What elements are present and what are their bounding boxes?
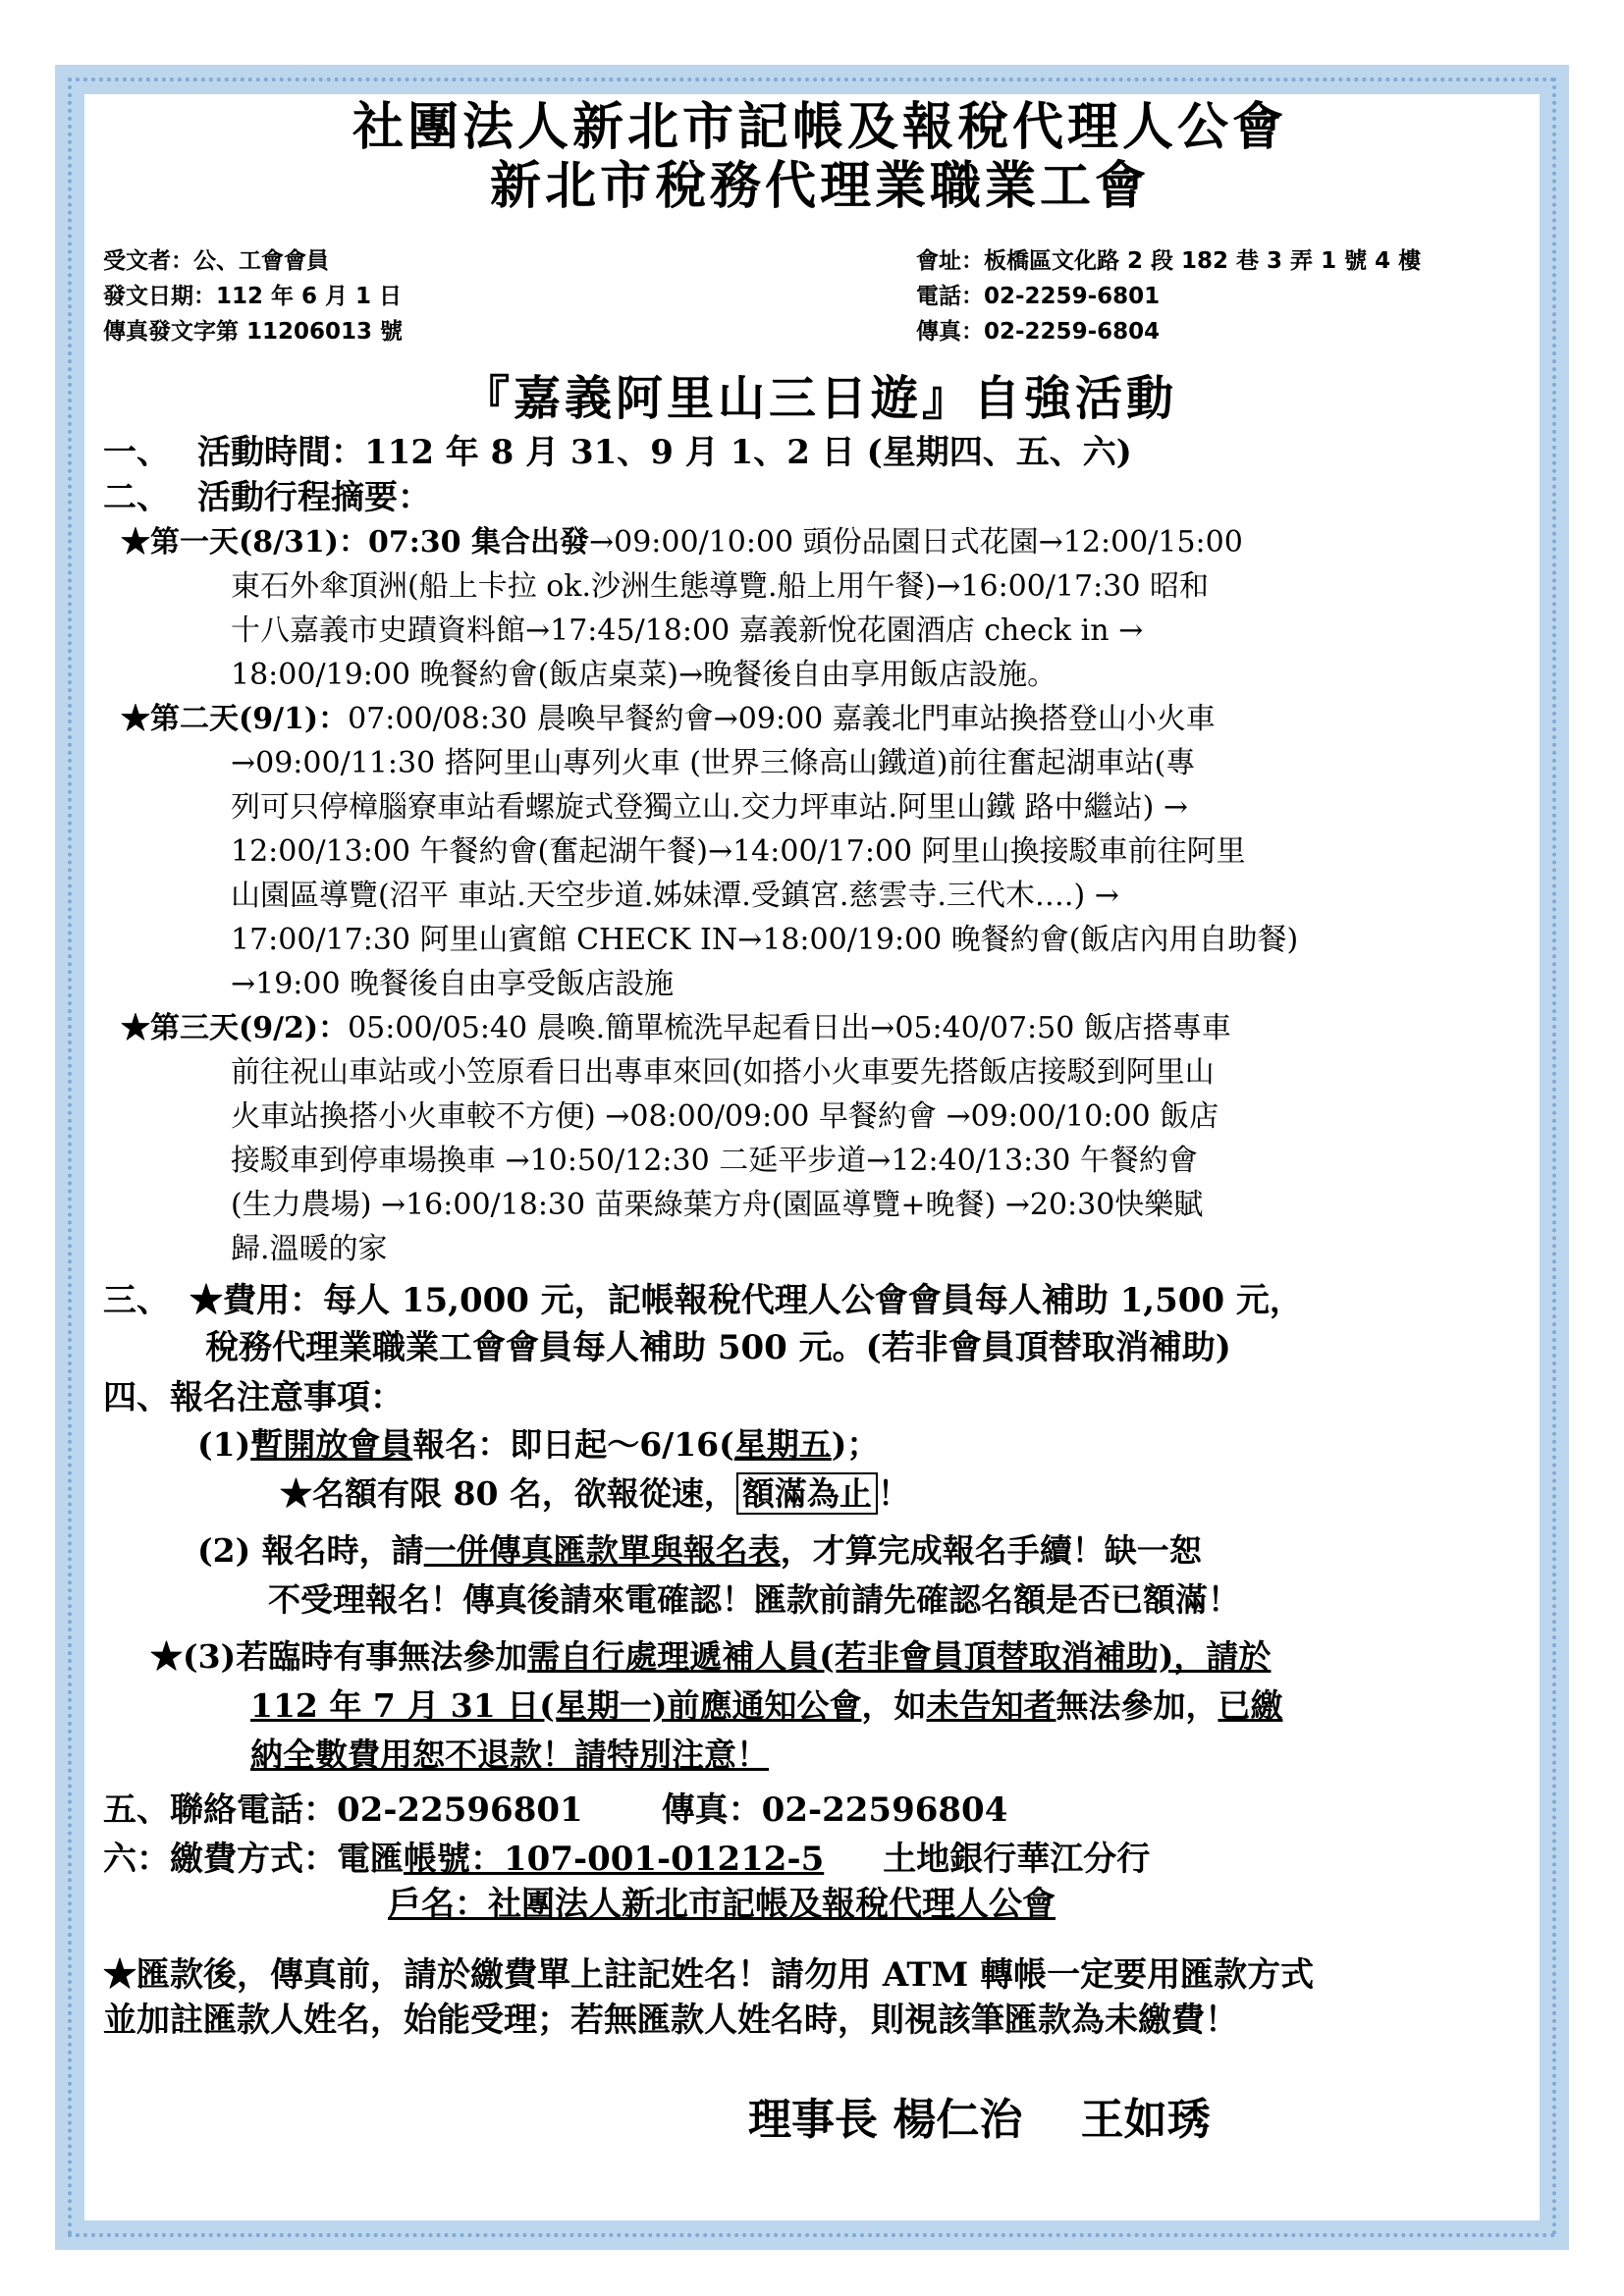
itinerary-day-1: ★第一天(8/31)：07:30 集合出發→09:00/10:00 頭份品園日式花園→12:00/15:00 東石外傘頂洲(船上卡拉 ok.沙洲生態導覽.船上用午餐)→16:00/17:30 昭和 十八嘉義市史蹟資料館→17:45/18:00 嘉義新悅花園酒店 check in → 18:00/19:00 晚餐約會(飯店桌菜)→晚餐後自由享用飯店設施。	[121, 525, 1243, 692]
section-3-fee: 三、 ★費用：每人 15,000 元，記帳報稅代理人公會會員每人補助 1,500 元， 稅務代理業職業工會會員每人補助 500 元。(若非會員頂替取消補助)	[103, 1281, 1303, 1367]
note-1-quota: ★名額有限 80 名，欲報從速， 額滿為止 ！	[280, 1474, 910, 1513]
section-6-payment: 六：繳費方式：電匯帳號：107-001-01212-5 土地銀行華江分行	[103, 1840, 1151, 1879]
section-5-contact: 五、聯絡電話：02-22596801 傳真：02-22596804	[103, 1790, 1008, 1830]
note-1: (1)暫開放會員報名：即日起～6/16(星期五)；	[197, 1425, 880, 1464]
org-name-2: 新北市稅務代理業職業工會	[489, 156, 1150, 216]
note-3: ★(3)若臨時有事無法參加需自行處理遞補人員(若非會員頂替取消補助)，請於	[150, 1637, 1272, 1676]
meta-block	[103, 243, 1537, 351]
remittance-notice: ★匯款後，傳真前，請於繳費單上註記姓名！請勿用 ATM 轉帳一定要用匯款方式 並加註匯款人姓名，始能受理；若無匯款人姓名時，則視該筆匯款為未繳費！	[103, 1955, 1315, 2040]
org-name-1: 社團法人新北市記帳及報稅代理人公會	[352, 97, 1287, 157]
recipient: 受文者：公、工會會員	[103, 248, 329, 274]
note-3-line2: 112 年 7 月 31 日(星期一)前應通知公會，如未告知者無法參加，已繳	[250, 1686, 1283, 1725]
note-2-line2: 不受理報名！傳真後請來電確認！匯款前請先確認名額是否已額滿！	[268, 1580, 1240, 1619]
fax-number-ref: 傳真發文字第 11206013 號	[103, 319, 404, 345]
fax: 傳真：02-2259-6804	[916, 319, 1161, 345]
note-3-line3: 納全數費用恕不退款！請特別注意！	[250, 1735, 769, 1774]
phone: 電話：02-2259-6801	[916, 284, 1161, 309]
section-4-heading: 四、報名注意事項：	[103, 1378, 404, 1417]
document-body	[103, 98, 1537, 2043]
page-title: 『嘉義阿里山三日遊』自強活動	[461, 371, 1177, 426]
issue-date: 發文日期：112 年 6 月 1 日	[103, 284, 403, 309]
section-1: 一、 活動時間：112 年 8 月 31、9 月 1、2 日 (星期四、五、六)	[103, 433, 1132, 472]
itinerary-day-3: ★第三天(9/2)：05:00/05:40 晨喚.簡單梳洗早起看日出→05:40/07:50 飯店搭專車 前往祝山車站或小笠原看日出專車來回(如搭小火車要先搭飯店接駁到阿里山 火車站換搭小火車較不方便) →08:00/09:00 早餐約會 →09:00/10:00 飯店 接駁車到停車場換車 →10:50/12:30 二延平步道→12:40/13:30 午餐約會 (生力農場) →16:00/18:30 苗栗綠葉方舟(園區導覽+晚餐) →20:30快樂賦 歸.溫暖的家	[121, 1011, 1231, 1266]
account-holder: 戶名：社團法人新北市記帳及報稅代理人公會	[388, 1885, 1056, 1924]
note-2: (2) 報名時，請一併傳真匯款單與報名表，才算完成報名手續！缺一恕	[197, 1531, 1202, 1570]
address: 會址：板橋區文化路 2 段 182 巷 3 弄 1 號 4 樓	[916, 248, 1422, 274]
signature: 理事長 楊仁治 王如琇	[748, 2095, 1211, 2145]
itinerary-day-2: ★第二天(9/1)：07:00/08:30 晨喚早餐約會→09:00 嘉義北門車站換搭登山小火車 →09:00/11:30 搭阿里山專列火車 (世界三條高山鐵道)前往奮起湖車站(專 列可只停樟腦寮車站看螺旋式登獨立山.交力坪車站.阿里山鐵 路中繼站) → 12:00/13:00 午餐約會(奮起湖午餐)→14:00/17:00 阿里山換接駁車前往阿里 山園區導覽(沼平 車站.天空步道.姊妹潭.受鎮宮.慈雲寺.三代木….) → 17:00/17:30 阿里山賓館 CHECK IN→18:00/19:00 晚餐約會(飯店內用自助餐) →19:00 晚餐後自由享受飯店設施	[121, 702, 1299, 1001]
section-2: 二、 活動行程摘要：	[103, 478, 431, 517]
